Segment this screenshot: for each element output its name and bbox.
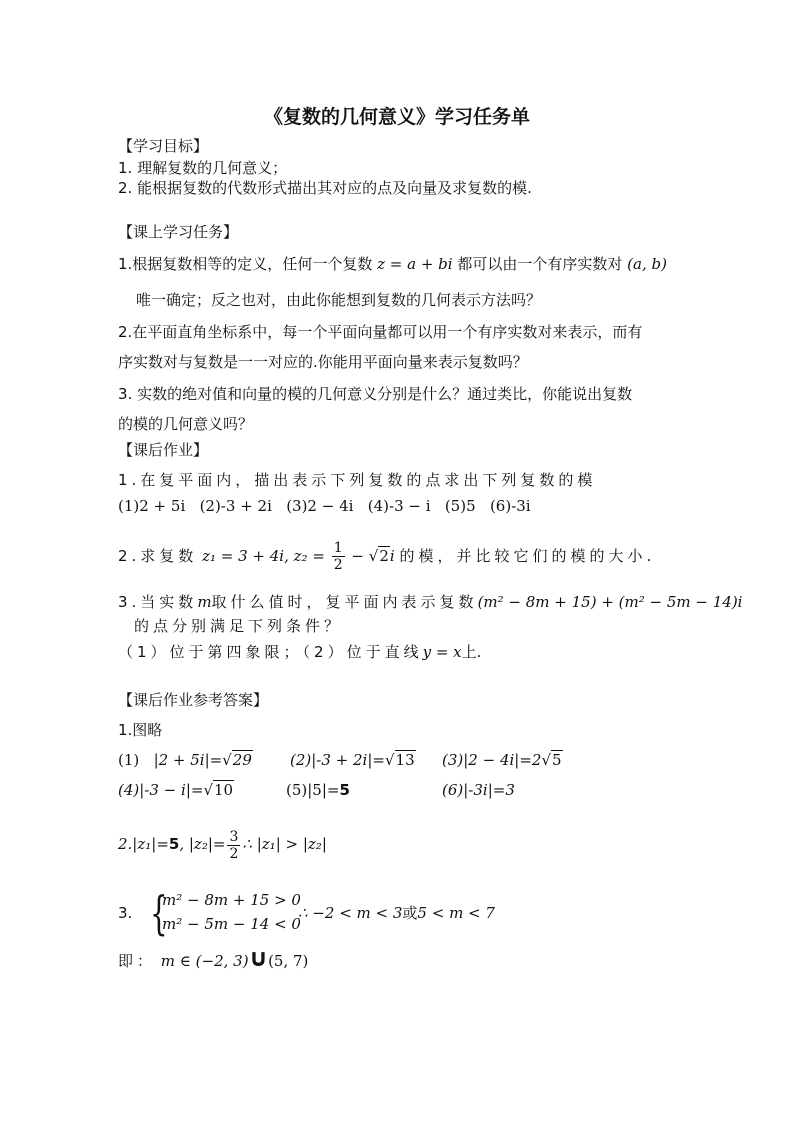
answer-row-2-col-2 (286, 780, 350, 800)
task-1-equation: z = a + bi (377, 255, 453, 273)
homework-3-line-equation: y = x (422, 643, 462, 661)
homework-2-fraction (332, 540, 345, 573)
homework-2-minus: − (351, 547, 364, 565)
answer-2-five: 5 (168, 835, 180, 853)
radicand: 13 (395, 751, 415, 769)
system-brace-icon: { (150, 886, 168, 940)
answer-3-label: 3. (118, 904, 133, 922)
answer-1-expr: |2 + 5i|= (153, 751, 223, 769)
answer-4-line (118, 946, 308, 973)
answer-5-expr: (5)|5|= (286, 781, 340, 799)
homework-1-item: (5)5 (444, 497, 476, 515)
answer-2-expr: (2)|-3 + 2i|= (290, 751, 385, 769)
task-3-line-2: 的模的几何意义吗？ (118, 415, 254, 433)
answer-row-1 (118, 750, 253, 770)
fraction-numerator: 1 (333, 540, 343, 556)
answer-3-range-2: 5 < m < 7 (417, 904, 495, 922)
answer-1-label: (1) (118, 751, 140, 769)
answer-3-inequality-1: m² − 8m + 15 > 0 (162, 891, 301, 909)
page-title: 《复数的几何意义》学习任务单 (263, 106, 530, 128)
homework-2-imag-unit: i (389, 547, 395, 565)
homework-2-sqrt: √2 (368, 547, 389, 565)
homework-1-item: (3)2 − 4i (286, 497, 354, 515)
task-1-text-a: 1.根据复数相等的定义，任何一个复数 (118, 255, 373, 273)
answer-row-2-col-3 (442, 780, 515, 800)
homework-1-item: (1)2 + 5i (118, 497, 186, 515)
homework-1-line-1: 1.在复平面内，描出表示下列复数的点求出下列复数的模 (118, 471, 597, 489)
answer-3-expr: (3)|2 − 4i|=2 (442, 751, 542, 769)
sqrt-icon: √29 (222, 751, 252, 769)
homework-3-line-3 (118, 642, 481, 662)
sqrt-icon: √13 (384, 751, 415, 769)
homework-1-item: (6)-3i (489, 497, 531, 515)
radicand: 5 (552, 751, 562, 769)
answer-3-or: 或 (402, 904, 418, 922)
radicand: 2 (379, 547, 389, 565)
homework-1-item: (4)-3 − i (367, 497, 431, 515)
homework-header: 【课后作业】 (118, 441, 209, 459)
answer-1: 1.图略 (118, 721, 163, 739)
answer-3-inequality-2: m² − 5m − 14 < 0 (162, 915, 301, 933)
answer-row-2 (118, 780, 234, 800)
answer-2-modulus-z1: 2.|z₁|= (118, 835, 169, 853)
homework-3-text-a: 3.当实数 (118, 593, 198, 611)
goal-item-1: 1. 理解复数的几何意义； (118, 159, 288, 177)
answer-4-interval-1: m ∈ (−2, 3) (160, 952, 249, 970)
homework-3-line-1 (118, 592, 742, 612)
homework-2-line (118, 538, 655, 574)
answer-row-1-col-2 (290, 750, 416, 770)
task-1-line-2: 唯一确定；反之也对，由此你能想到复数的几何表示方法吗？ (136, 291, 542, 309)
homework-3-line-2: 的点分别满足下列条件？ (134, 617, 344, 635)
radicand: 29 (232, 751, 252, 769)
goal-item-2: 2. 能根据复数的代数形式描出其对应的点及向量及求复数的模. (118, 179, 532, 197)
answer-6-expr: (6)|-3i|=3 (442, 781, 515, 799)
task-1-line-1 (118, 254, 667, 274)
union-icon: ∪ (248, 944, 269, 972)
task-1-pair: (a, b) (627, 255, 667, 273)
homework-3-text-c: （1）位于第四象限；（2）位于直线 (118, 643, 423, 661)
task-2-line-2: 序实数对与复数是一一对应的.你能用平面向量来表示复数吗？ (118, 353, 528, 371)
task-1-text-b: 都可以由一个有序实数对 (457, 255, 623, 273)
answer-4-label: 即： (118, 952, 157, 970)
answer-row-1-col-3 (442, 750, 563, 770)
sqrt-icon: √5 (541, 751, 562, 769)
answer-4-interval-2: (5, 7) (268, 952, 309, 970)
task-3-line-1: 3. 实数的绝对值和向量的模的几何意义分别是什么？通过类比，你能说出复数 (118, 385, 633, 403)
homework-3-text-d: 上. (461, 643, 482, 661)
sqrt-icon: √10 (203, 781, 234, 799)
answer-3-result (298, 903, 495, 923)
homework-1-item: (2)-3 + 2i (199, 497, 272, 515)
homework-2-z-values: z₁ = 3 + 4i, z₂ = (202, 547, 325, 565)
homework-1-items (118, 496, 531, 516)
answer-2-line (118, 826, 327, 862)
homework-3-var-m: m (197, 593, 212, 611)
answer-2-comparison: ∴ |z₁| > |z₂| (242, 835, 327, 853)
fraction-denominator: 2 (333, 557, 343, 573)
answer-2-modulus-z2: , |z₂|= (179, 835, 226, 853)
answers-header: 【课后作业参考答案】 (118, 691, 269, 709)
fraction-numerator: 3 (229, 828, 239, 845)
homework-2-text-a: 2.求复数 (118, 547, 198, 565)
radicand: 10 (214, 781, 234, 799)
task-2-line-1: 2.在平面直角坐标系中，每一个平面向量都可以用一个有序实数对来表示，而有 (118, 323, 643, 341)
homework-3-expression: (m² − 8m + 15) + (m² − 5m − 14)i (477, 593, 743, 611)
answer-2-fraction (227, 829, 240, 862)
answer-3-range-1: ∴ −2 < m < 3 (298, 904, 403, 922)
goals-header: 【学习目标】 (118, 137, 209, 155)
answer-5-value: 5 (339, 781, 350, 799)
fraction-denominator: 2 (229, 845, 239, 862)
homework-3-text-b: 取什么值时，复平面内表示复数 (211, 593, 478, 611)
answer-4-expr: (4)|-3 − i|= (118, 781, 204, 799)
homework-2-text-b: 的模，并比较它们的模的大小. (399, 547, 656, 565)
tasks-header: 【课上学习任务】 (118, 223, 239, 241)
